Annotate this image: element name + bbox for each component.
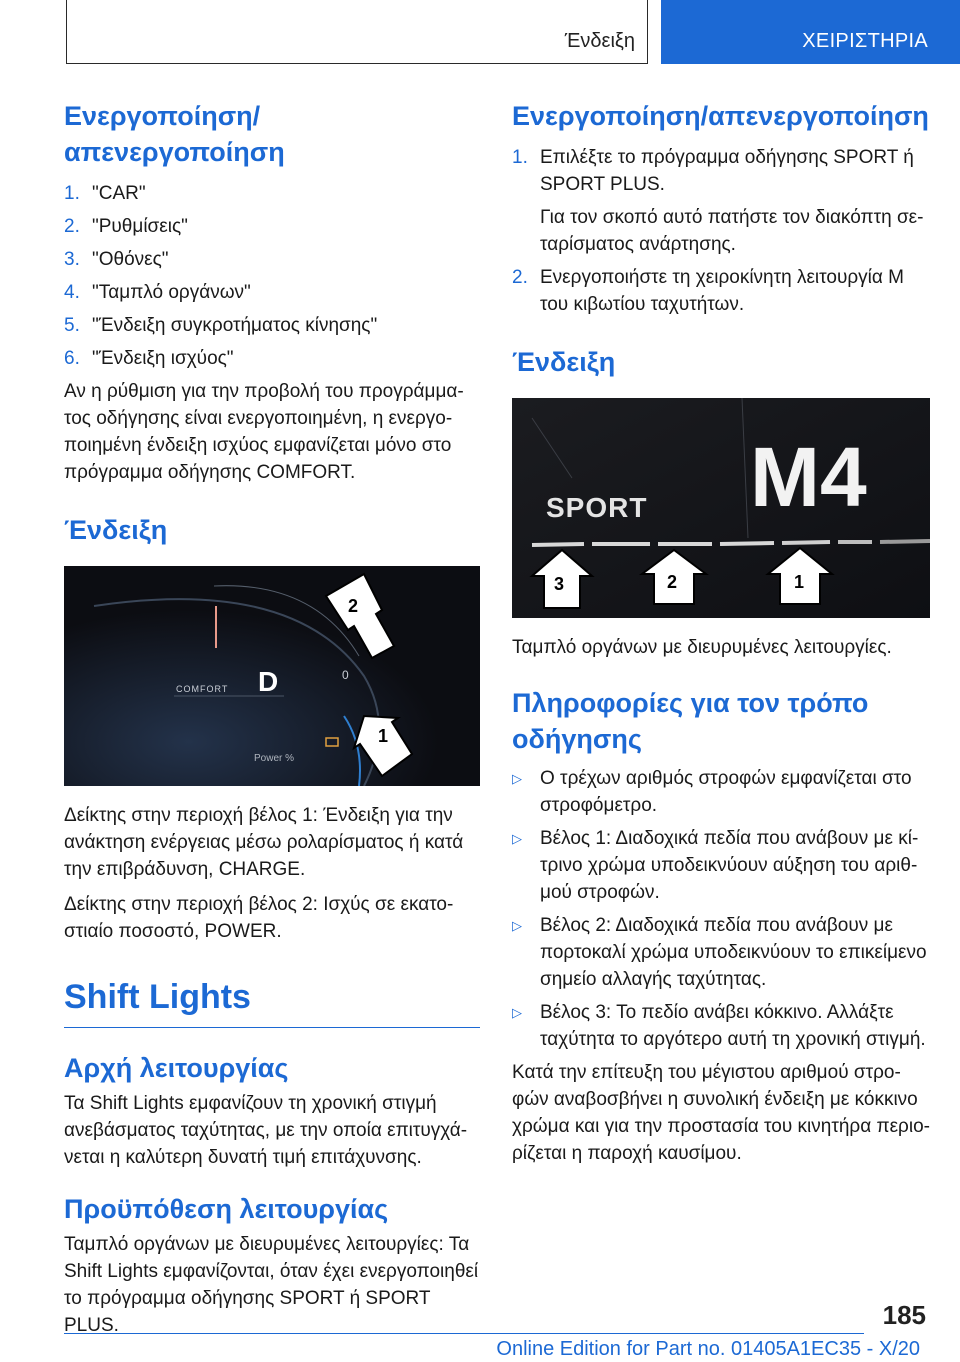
shift-lights-figure xyxy=(512,398,930,618)
heading-display-left: Ένδειξη xyxy=(64,515,168,545)
arrow-1-label: 1 xyxy=(378,726,389,746)
list-item: 5. "Ένδειξη συγκροτήματος κίνησης" xyxy=(64,315,378,336)
heading-activate-right: Ενεργοποίηση/απενεργοποίηση xyxy=(512,101,929,131)
right-column xyxy=(512,98,930,1167)
zero-label: 0 xyxy=(342,668,349,682)
activate-note: Αν η ρύθμιση για την προβολή του προγράμματος οδήγησης είναι ενεργοποιημένη, η ενεργοποιημένη ένδειξη ισχύος εμφανίζεται μόνο στο πρόγραμμα οδήγησης COMFORT. xyxy=(64,381,464,483)
arrow-3-label: 3 xyxy=(554,574,565,594)
caption-arrow-1: Δείκτης στην περιοχή βέλος 1: Ένδειξη για την ανάκτηση ενέργειας μέσω ρολαρίσματος ή κατά την επιβράδυνση, CHARGE. xyxy=(64,805,464,880)
arrow-2-label: 2 xyxy=(348,596,359,616)
edition-line: Online Edition for Part no. 01405A1EC35 - X/20 xyxy=(496,1338,920,1360)
heading-display-right: Ένδειξη xyxy=(512,347,616,377)
header-chapter-label: ΧΕΙΡΙΣΤΗΡΙΑ xyxy=(802,30,928,52)
gear-label: D xyxy=(258,666,279,697)
footer-divider xyxy=(64,1333,864,1334)
heading-principle: Αρχή λειτουργίας xyxy=(64,1053,289,1083)
list-item: 1. "CAR" xyxy=(64,183,146,204)
section-divider xyxy=(64,1027,480,1028)
heading-activate-left: Ενεργοποίηση/απενεργοποίηση xyxy=(64,101,285,167)
page-number: 185 xyxy=(882,1300,926,1330)
heading-shift-lights: Shift Lights xyxy=(64,978,251,1016)
header-section-label: Ένδειξη xyxy=(564,30,635,52)
principle-text: Τα Shift Lights εμφανίζουν τη χρονική στιγμή ανεβάσματος ταχύτητας, με την οποία επιτυγχάνεται η καλύτερη δυνατή τιμή επιτάχυνσης. xyxy=(64,1093,468,1168)
left-column xyxy=(64,98,480,1339)
closing-text: Κατά την επίτευξη του μέγιστου αριθμού στροφών αναβοσβήνει η συνολική ένδειξη με κόκκινο χρώμα και για την προστασία του κινητήρα περιορίζεται η παροχή καυσίμου. xyxy=(512,1062,930,1164)
arrow-2-label: 2 xyxy=(667,572,678,592)
gear-m4-label: M4 xyxy=(750,430,867,524)
list-item: 2. Ενεργοποιήστε τη χειροκίνητη λειτουργία M του κιβωτίου ταχυτήτων. xyxy=(512,267,904,315)
list-item: ▷ Βέλος 1: Διαδοχικά πεδία που ανάβουν με κίτρινο χρώμα υποδεικνύουν αύξηση του αριθμού στροφών. xyxy=(512,825,930,906)
caption-arrow-2: Δείκτης στην περιοχή βέλος 2: Ισχύς σε εκατοστιαίο ποσοστό, POWER. xyxy=(64,894,454,942)
list-item: 4. "Ταμπλό οργάνων" xyxy=(64,282,251,303)
driving-info-list xyxy=(512,765,930,1053)
list-item: ▷ Βέλος 2: Διαδοχικά πεδία που ανάβουν με πορτοκαλί χρώμα υποδεικνύουν το επικείμενο σημείο αλλαγής ταχύτητας. xyxy=(512,912,930,993)
arrow-1-label: 1 xyxy=(794,572,805,592)
power-display-figure xyxy=(64,566,480,786)
sport-mode-label: SPORT xyxy=(546,492,648,523)
comfort-label: COMFORT xyxy=(176,684,229,694)
list-item: 6. "Ένδειξη ισχύος" xyxy=(64,348,234,369)
power-label: Power % xyxy=(254,753,295,764)
activation-steps-list xyxy=(512,144,930,318)
list-item: ▷ Ο τρέχων αριθμός στροφών εμφανίζεται στο στροφόμετρο. xyxy=(512,765,930,819)
heading-driving-info: Πληροφορίες για τον τρόπο οδήγησης xyxy=(512,688,869,754)
settings-path-list xyxy=(64,180,480,372)
header-section-tab xyxy=(66,0,648,64)
list-item: ▷ Βέλος 3: Το πεδίο ανάβει κόκκινο. Αλλάξτε ταχύτητα το αργότερο αυτή τη χρονική στιγμή. xyxy=(512,999,930,1053)
bullet-marker-icon: ▷ xyxy=(512,771,522,786)
heading-requirement: Προϋπόθεση λειτουργίας xyxy=(64,1194,389,1224)
bullet-marker-icon: ▷ xyxy=(512,918,522,933)
bullet-marker-icon: ▷ xyxy=(512,831,522,846)
list-item: 2. "Ρυθμίσεις" xyxy=(64,216,188,237)
step-subnote: Για τον σκοπό αυτό πατήστε τον διακόπτη σεταρίσματος ανάρτησης. xyxy=(540,207,924,255)
header-chapter-tab xyxy=(661,0,960,64)
list-item: 1. Επιλέξτε το πρόγραμμα οδήγησης SPORT ή SPORT PLUS. Για τον σκοπό αυτό πατήστε τον διακόπτη σεταρίσματος ανάρτησης. xyxy=(512,144,930,258)
figure-caption: Ταμπλό οργάνων με διευρυμένες λειτουργίες. xyxy=(512,637,892,658)
bullet-marker-icon: ▷ xyxy=(512,1005,522,1020)
list-item: 3. "Οθόνες" xyxy=(64,249,169,270)
requirement-text: Ταμπλό οργάνων με διευρυμένες λειτουργίες: Τα Shift Lights εμφανίζονται, όταν έχει ενεργοποιηθεί το πρόγραμμα οδήγησης SPORT ή SPORT PLUS. xyxy=(64,1234,479,1336)
